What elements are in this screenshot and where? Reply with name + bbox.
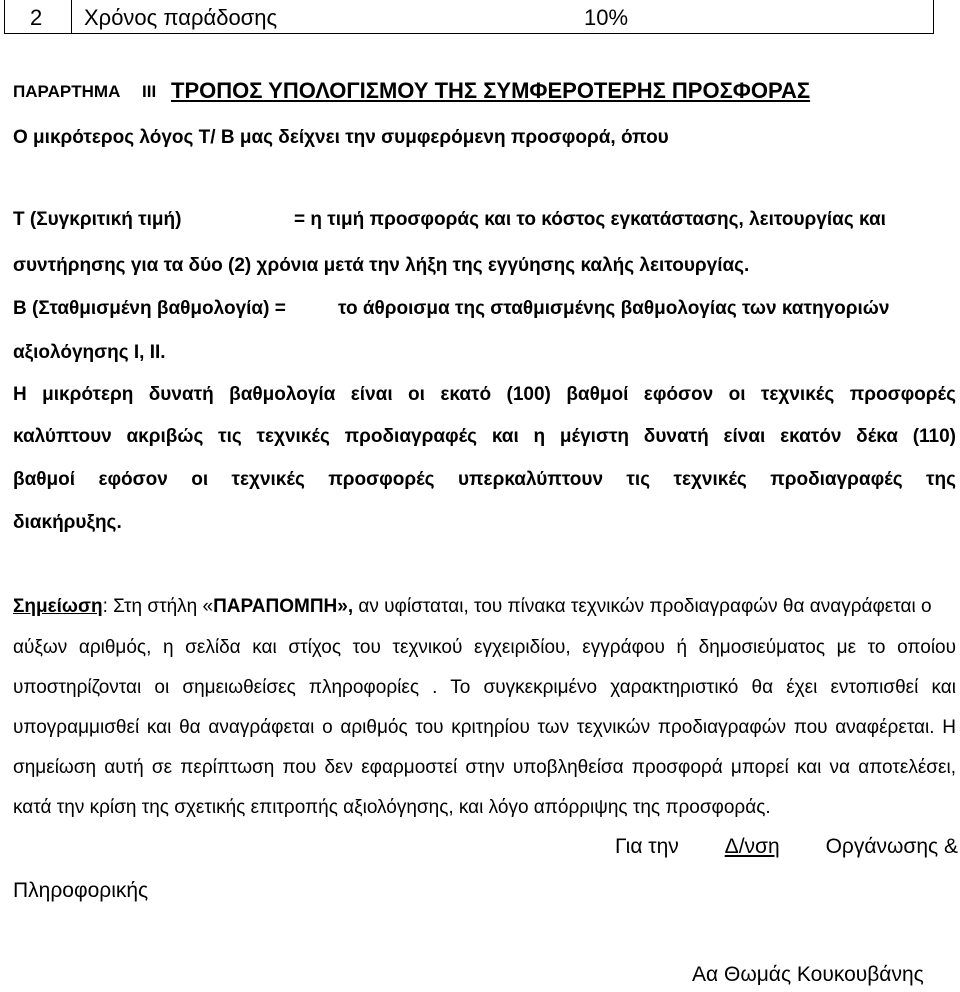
- note-line-4: υπογραμμισθεί και θα αναγράφεται ο αριθμός του κριτηρίου των τεχνικών προδιαγραφών που αναφέρεται. Η: [13, 717, 956, 738]
- t-term: Τ (Συγκριτική τιμή): [13, 209, 182, 230]
- intro-text: Ο μικρότερος λόγος Τ/ Β μας δείχνει την συμφερόμενη προσφορά, όπου: [13, 127, 669, 148]
- note-line-2: αύξων αριθμός, η σελίδα και στίχος του τεχνικού εγχειριδίου, εγγράφου ή δημοσιεύματος με το οποίου: [13, 637, 956, 658]
- note-column-name: ΠΑΡΑΠΟΜΠΗ»,: [213, 596, 354, 617]
- note-label: Σημείωση: [13, 596, 103, 617]
- t-definition-line2: συντήρησης για τα δύο (2) χρόνια μετά την λήξη της εγγύησης καλής λειτουργίας.: [13, 255, 750, 276]
- annex-title: ΤΡΟΠΟΣ ΥΠΟΛΟΓΙΣΜΟΥ ΤΗΣ ΣΥΜΦΕΡΟΤΕΡΗΣ ΠΡΟΣΦΟΡΑΣ: [171, 78, 811, 103]
- scoring-line-1: Η μικρότερη δυνατή βαθμολογία είναι οι εκατό (100) βαθμοί εφόσον οι τεχνικές προσφορές: [13, 384, 956, 405]
- signature-directorate: Δ/νση: [724, 835, 780, 858]
- annex-number: ΙΙΙ: [142, 82, 157, 101]
- note-line-1: [13, 596, 932, 618]
- annex-label: ΠΑΡΑΡΤΗΜΑ: [13, 82, 121, 101]
- signature-line-2: Πληροφορικής: [13, 879, 149, 902]
- note-line-5: σημείωση αυτή σε περίπτωση που δεν εφαρμοστεί στην υποβληθείσα προσφορά μπορεί και να αποτελέσει,: [13, 757, 956, 778]
- signatory-name: Αα Θωμάς Κουκουβάνης: [692, 963, 924, 986]
- signature-line-1: [615, 835, 958, 859]
- b-definition-line1: το άθροισμα της σταθμισμένης βαθμολογίας των κατηγοριών: [338, 298, 890, 319]
- note-line-6: κατά την κρίση της σχετικής επιτροπής αξιολόγησης, και λόγο απόρριψης της προσφοράς.: [13, 797, 771, 818]
- scoring-line-2: καλύπτουν ακριβώς τις τεχνικές προδιαγραφές και η μέγιστη δυνατή είναι εκατόν δέκα (110): [13, 426, 956, 447]
- b-definition-line2: αξιολόγησης Ι, ΙΙ.: [13, 342, 166, 363]
- note-line-1-rest: αν υφίσταται, του πίνακα τεχνικών προδιαγραφών θα αναγράφεται ο: [358, 596, 932, 617]
- row-percent: 10%: [584, 5, 629, 30]
- row-number: 2: [30, 5, 43, 30]
- signature-for: Για την: [615, 835, 679, 858]
- scoring-line-4: διακήρυξης.: [13, 512, 122, 533]
- row-description: Χρόνος παράδοσης: [84, 5, 278, 30]
- t-definition-line1: = η τιμή προσφοράς και το κόστος εγκατάστασης, λειτουργίας και: [294, 209, 886, 230]
- note-line-3: υποστηρίζονται οι σημειωθείσες πληροφορίες . Το συγκεκριμένο χαρακτηριστικό θα έχει εντοπισθεί και: [13, 677, 956, 698]
- note-line-1-prefix: : Στη στήλη «: [102, 596, 214, 617]
- signature-organisation: Οργάνωσης &: [825, 835, 958, 858]
- scoring-line-3: βαθμοί εφόσον οι τεχνικές προσφορές υπερκαλύπτουν τις τεχνικές προδιαγραφές της: [13, 469, 956, 490]
- b-term: Β (Σταθμισμένη βαθμολογία) =: [13, 298, 286, 319]
